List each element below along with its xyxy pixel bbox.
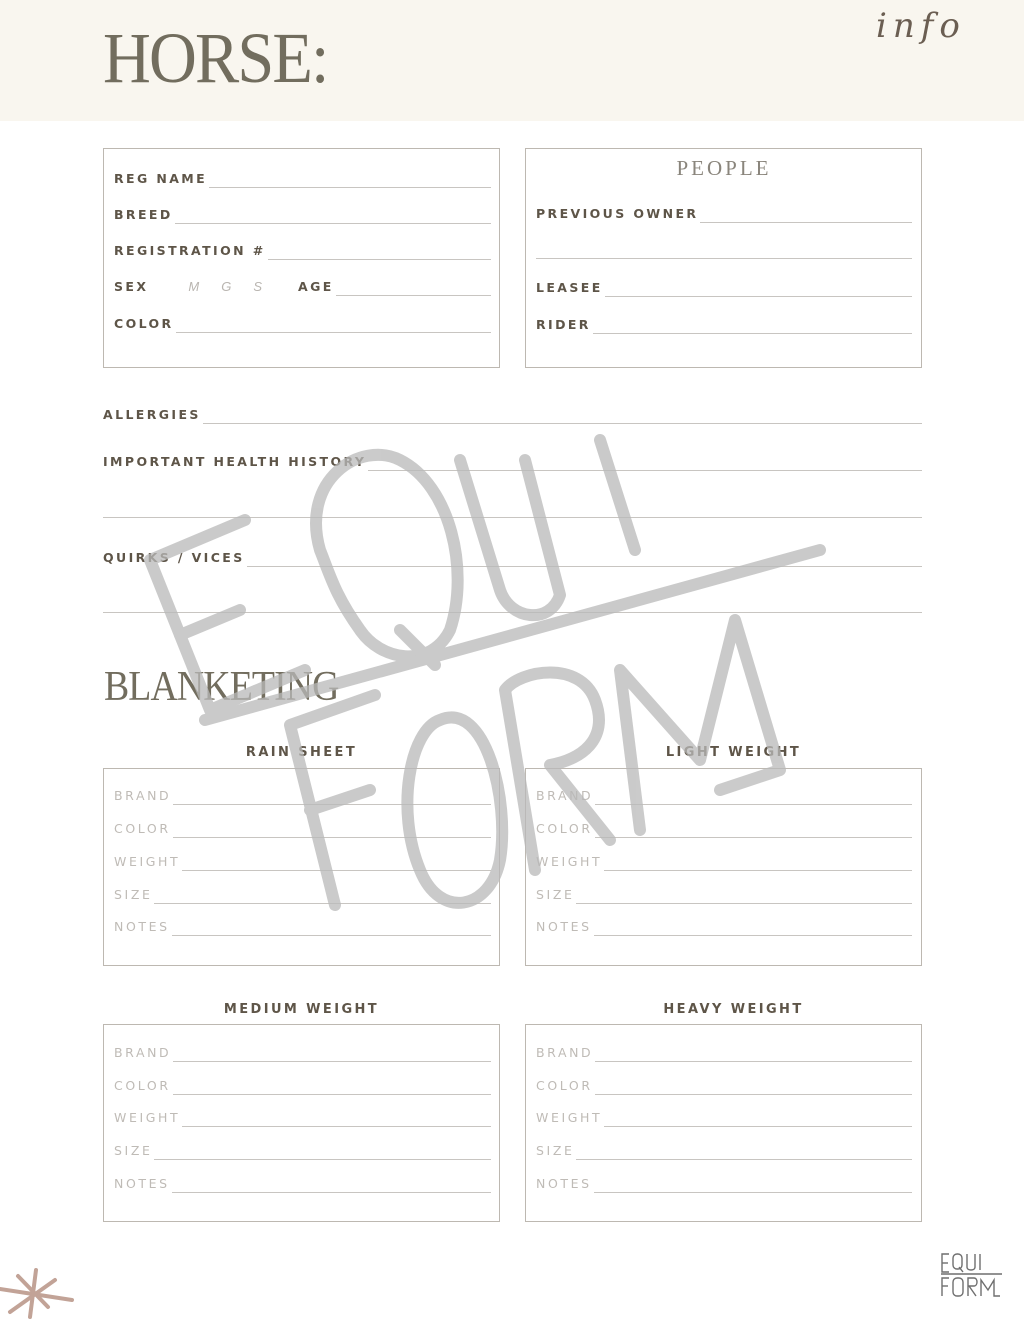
leasee-label: LEASEE: [536, 279, 603, 295]
registration-field[interactable]: [114, 240, 491, 260]
color-line[interactable]: [595, 1094, 912, 1095]
weight-line[interactable]: [182, 1126, 491, 1127]
weight-line[interactable]: [604, 1126, 912, 1127]
rain-sheet-brand[interactable]: [114, 785, 491, 805]
notes-label: NOTES: [114, 918, 170, 934]
brand-label: BRAND: [114, 787, 172, 803]
medium-weight-weight[interactable]: [114, 1107, 491, 1127]
light-weight-notes[interactable]: [536, 916, 912, 936]
breed-field[interactable]: [114, 204, 491, 224]
color-line[interactable]: [173, 837, 491, 838]
reg-name-label: REG NAME: [114, 170, 208, 186]
sex-option-g[interactable]: G: [221, 279, 232, 294]
asterisk-decoration-icon: [0, 1262, 80, 1325]
reg-name-line[interactable]: [209, 187, 491, 188]
heavy-weight-weight[interactable]: [536, 1107, 912, 1127]
previous-owner-label: PREVIOUS OWNER: [536, 205, 699, 221]
medium-weight-notes[interactable]: [114, 1173, 491, 1193]
heavy-weight-notes[interactable]: [536, 1173, 912, 1193]
health-history-label: IMPORTANT HEALTH HISTORY: [103, 453, 367, 469]
health-history-line[interactable]: [368, 470, 922, 471]
weight-label: WEIGHT: [536, 853, 603, 869]
equiform-logo-icon: [940, 1252, 1006, 1298]
weight-line[interactable]: [182, 870, 491, 871]
breed-label: BREED: [114, 206, 173, 222]
color-label: COLOR: [114, 820, 171, 836]
heavy-weight-brand[interactable]: [536, 1042, 912, 1062]
color-line[interactable]: [176, 332, 491, 333]
brand-line[interactable]: [595, 1061, 912, 1062]
color-label: COLOR: [536, 820, 593, 836]
light-weight-color[interactable]: [536, 818, 912, 838]
previous-owner-line[interactable]: [700, 222, 912, 223]
weight-label: WEIGHT: [536, 1109, 603, 1125]
rain-sheet-color[interactable]: [114, 818, 491, 838]
reg-name-field[interactable]: [114, 168, 491, 188]
size-label: SIZE: [536, 886, 575, 902]
allergies-label: ALLERGIES: [103, 406, 201, 422]
quirks-line-2[interactable]: [103, 612, 922, 613]
rider-line[interactable]: [593, 333, 912, 334]
color-label: COLOR: [114, 315, 174, 331]
registration-line[interactable]: [268, 259, 491, 260]
sex-option-s[interactable]: S: [253, 279, 263, 294]
notes-line[interactable]: [172, 935, 491, 936]
blanketing-title: BLANKETING: [104, 664, 339, 710]
previous-owner-line-2[interactable]: [536, 258, 912, 259]
light-weight-size[interactable]: [536, 884, 912, 904]
medium-weight-brand[interactable]: [114, 1042, 491, 1062]
light-weight-brand[interactable]: [536, 785, 912, 805]
sex-option-m[interactable]: M: [188, 279, 200, 294]
brand-line[interactable]: [173, 804, 491, 805]
size-line[interactable]: [576, 903, 912, 904]
quirks-line[interactable]: [247, 566, 922, 567]
quirks-field[interactable]: [103, 547, 922, 567]
age-label: AGE: [298, 278, 334, 294]
notes-label: NOTES: [536, 918, 592, 934]
size-label: SIZE: [114, 1142, 153, 1158]
notes-label: NOTES: [536, 1175, 592, 1191]
allergies-line[interactable]: [203, 423, 922, 424]
notes-line[interactable]: [594, 935, 912, 936]
color-line[interactable]: [595, 837, 912, 838]
notes-line[interactable]: [594, 1192, 912, 1193]
brand-label: BRAND: [536, 1044, 594, 1060]
heavy-weight-color[interactable]: [536, 1075, 912, 1095]
color-line[interactable]: [173, 1094, 491, 1095]
notes-label: NOTES: [114, 1175, 170, 1191]
equiform-logo: [940, 1252, 1006, 1298]
registration-label: REGISTRATION #: [114, 242, 266, 258]
brand-line[interactable]: [595, 804, 912, 805]
page-title: HORSE:: [103, 18, 328, 98]
size-line[interactable]: [154, 903, 491, 904]
medium-weight-size[interactable]: [114, 1140, 491, 1160]
brand-label: BRAND: [536, 787, 594, 803]
sex-label: SEX: [114, 278, 149, 294]
size-label: SIZE: [114, 886, 153, 902]
rider-label: RIDER: [536, 316, 591, 332]
weight-label: WEIGHT: [114, 1109, 181, 1125]
color-field[interactable]: [114, 313, 491, 333]
allergies-field[interactable]: [103, 404, 922, 424]
size-line[interactable]: [154, 1159, 491, 1160]
color-label: COLOR: [114, 1077, 171, 1093]
brand-line[interactable]: [173, 1061, 491, 1062]
weight-line[interactable]: [604, 870, 912, 871]
brand-label: BRAND: [114, 1044, 172, 1060]
quirks-label: QUIRKS / VICES: [103, 549, 245, 565]
sex-age-field: [114, 276, 491, 296]
rain-sheet-notes[interactable]: [114, 916, 491, 936]
rain-sheet-heading: RAIN SHEET: [245, 745, 358, 760]
rain-sheet-size[interactable]: [114, 884, 491, 904]
breed-line[interactable]: [175, 223, 491, 224]
info-script-label: info: [876, 6, 966, 46]
medium-weight-color[interactable]: [114, 1075, 491, 1095]
medium-weight-heading: MEDIUM WEIGHT: [223, 1002, 380, 1017]
sex-options: [188, 280, 262, 296]
age-line[interactable]: [336, 295, 491, 296]
color-label: COLOR: [536, 1077, 593, 1093]
size-label: SIZE: [536, 1142, 575, 1158]
leasee-field[interactable]: [536, 277, 912, 297]
size-line[interactable]: [576, 1159, 912, 1160]
rider-field[interactable]: [536, 314, 912, 334]
health-history-field[interactable]: [103, 451, 922, 471]
light-weight-heading: LIGHT WEIGHT: [665, 745, 802, 760]
health-history-line-2[interactable]: [103, 517, 922, 518]
heavy-weight-size[interactable]: [536, 1140, 912, 1160]
previous-owner-field[interactable]: [536, 203, 912, 223]
light-weight-weight[interactable]: [536, 851, 912, 871]
heavy-weight-heading: HEAVY WEIGHT: [663, 1002, 804, 1017]
notes-line[interactable]: [172, 1192, 491, 1193]
rain-sheet-weight[interactable]: [114, 851, 491, 871]
weight-label: WEIGHT: [114, 853, 181, 869]
leasee-line[interactable]: [605, 296, 912, 297]
people-title: PEOPLE: [676, 156, 772, 180]
